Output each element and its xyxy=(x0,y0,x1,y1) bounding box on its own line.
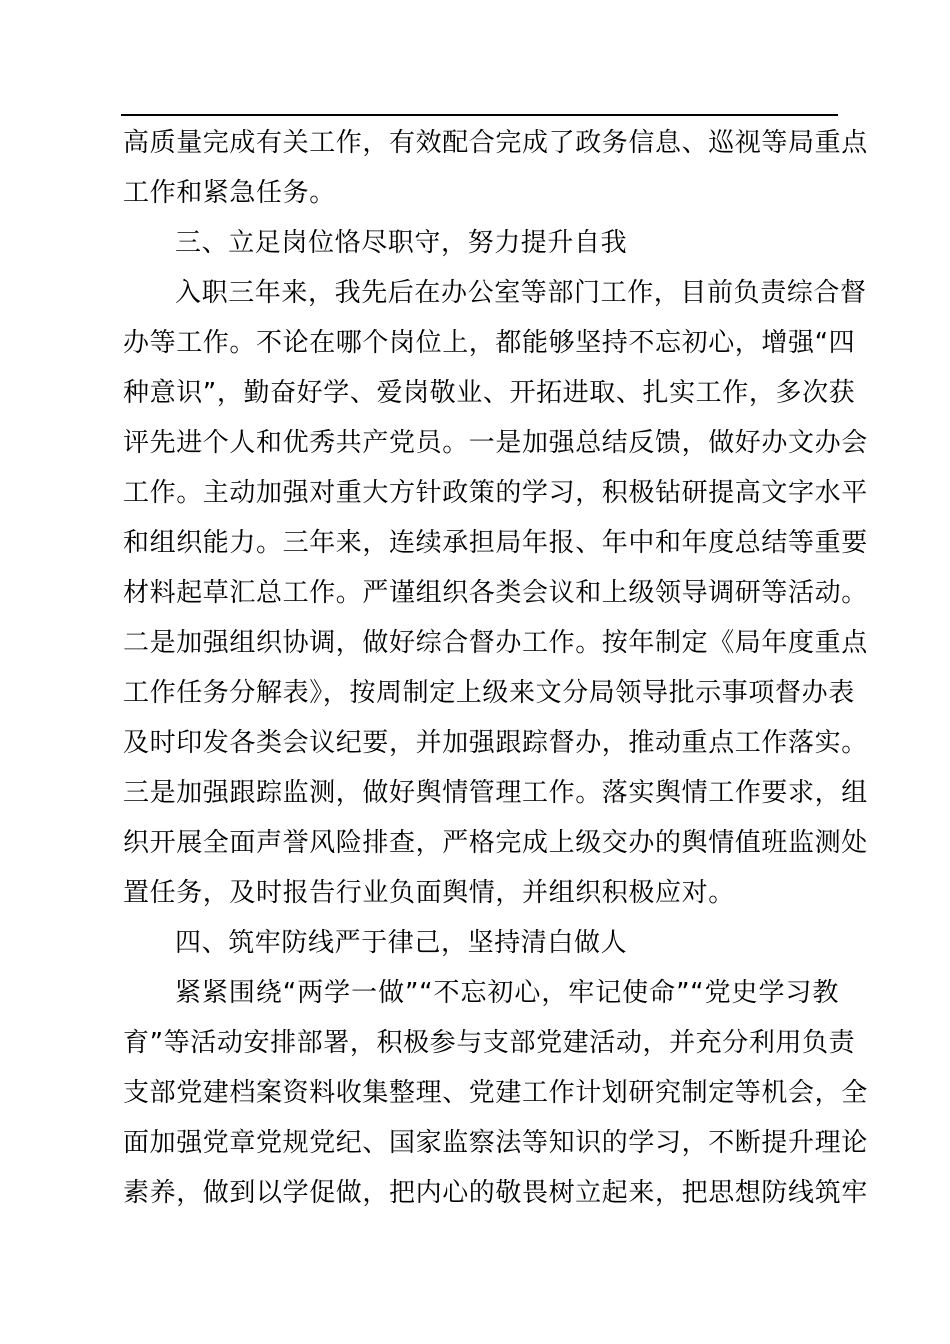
paragraph-line: 织开展全面声誉风险排查，严格完成上级交办的舆情值班监测处 xyxy=(123,828,868,858)
paragraph-line: 评先进个人和优秀共产党员。一是加强总结反馈，做好办文办会 xyxy=(123,428,868,458)
paragraph-line: 工作任务分解表》，按周制定上级来文分局领导批示事项督办表 xyxy=(123,678,855,708)
paragraph-line: 素养，做到以学促做，把内心的敬畏树立起来，把思想防线筑牢 xyxy=(123,1178,868,1208)
paragraph-line: 及时印发各类会议纪要，并加强跟踪督办，推动重点工作落实。 xyxy=(123,728,868,758)
paragraph-line: 工作。主动加强对重大方针政策的学习，积极钻研提高文字水平 xyxy=(123,478,868,508)
paragraph-line: 材料起草汇总工作。严谨组织各类会议和上级领导调研等活动。 xyxy=(123,578,868,608)
paragraph-line: 育”等活动安排部署，积极参与支部党建活动，并充分利用负责 xyxy=(123,1028,856,1058)
paragraph-line: 办等工作。不论在哪个岗位上，都能够坚持不忘初心，增强“四 xyxy=(123,328,856,358)
paragraph-line: 紧紧围绕“两学一做”“不忘初心，牢记使命”“党史学习教 xyxy=(175,978,839,1008)
paragraph-line: 入职三年来，我先后在办公室等部门工作，目前负责综合督 xyxy=(175,278,867,308)
section-heading: 三、立足岗位恪尽职守，努力提升自我 xyxy=(175,228,628,258)
paragraph-line: 二是加强组织协调，做好综合督办工作。按年制定《局年度重点 xyxy=(123,628,868,658)
header-rule xyxy=(121,114,838,116)
paragraph-line: 置任务，及时报告行业负面舆情，并组织积极应对。 xyxy=(123,878,735,908)
paragraph-line: 面加强党章党规党纪、国家监察法等知识的学习，不断提升理论 xyxy=(123,1128,868,1158)
paragraph-line: 工作和紧急任务。 xyxy=(123,178,336,208)
paragraph-line: 三是加强跟踪监测，做好舆情管理工作。落实舆情工作要求，组 xyxy=(123,778,868,808)
paragraph-line: 和组织能力。三年来，连续承担局年报、年中和年度总结等重要 xyxy=(123,528,868,558)
paragraph-line: 高质量完成有关工作，有效配合完成了政务信息、巡视等局重点 xyxy=(123,128,868,158)
paragraph-line: 支部党建档案资料收集整理、党建工作计划研究制定等机会，全 xyxy=(123,1078,868,1108)
paragraph-line: 种意识”，勤奋好学、爱岗敬业、开拓进取、扎实工作，多次获 xyxy=(123,378,856,408)
section-heading: 四、筑牢防线严于律己，坚持清白做人 xyxy=(175,928,628,958)
